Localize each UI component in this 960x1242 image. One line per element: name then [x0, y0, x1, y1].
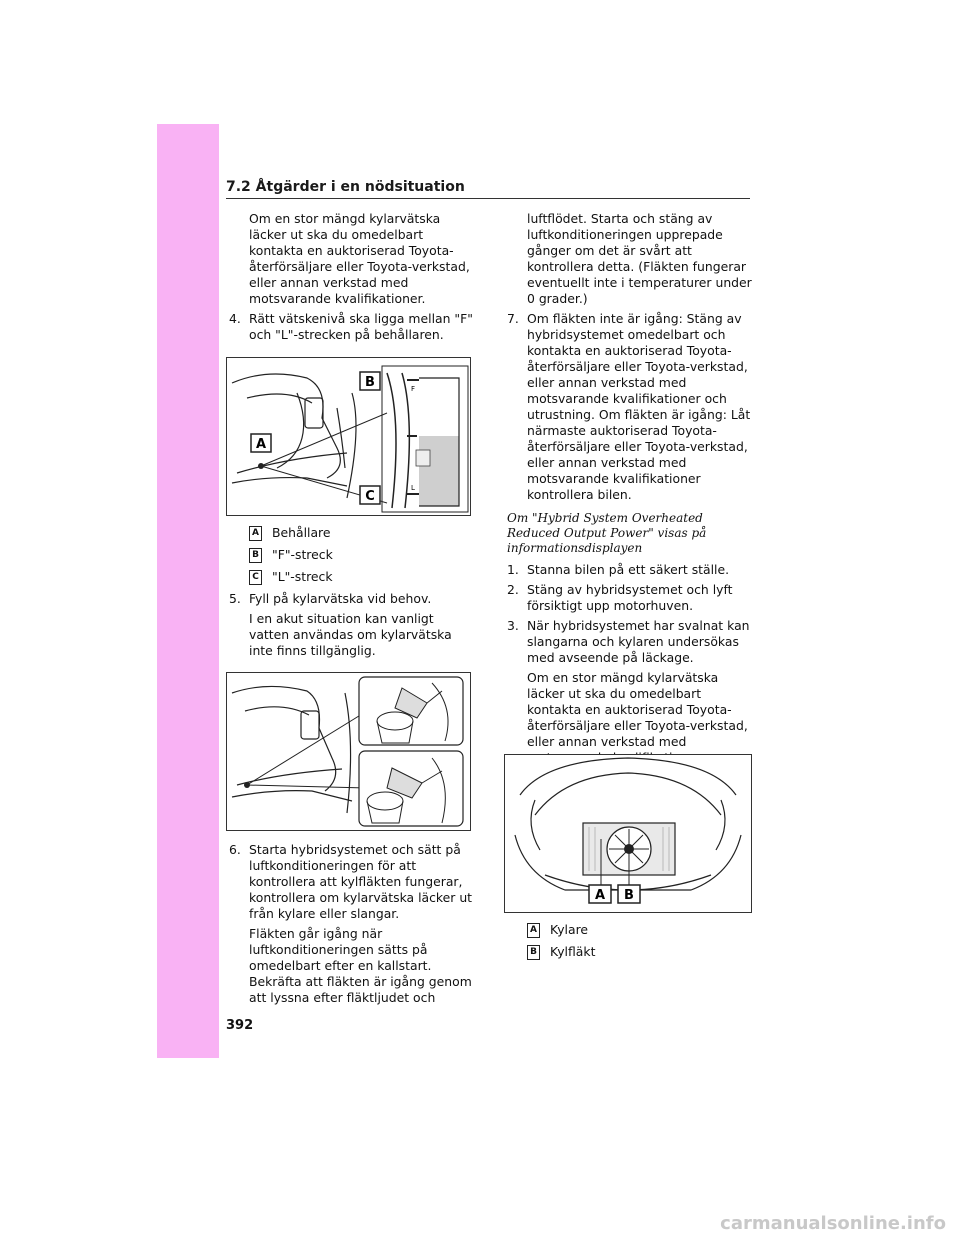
fig1-label-b: B [365, 375, 375, 390]
legend-item [249, 569, 477, 585]
figure-coolant-reservoir [226, 357, 471, 516]
section-header: 7.2 Åtgärder i en nödsituation [226, 179, 465, 195]
subsection-heading: Om "Hybrid System Overheated Reduced Output Power" visas på informationsdisplayen [507, 511, 707, 555]
step-6 [229, 842, 477, 922]
step-number: 2. [507, 582, 519, 597]
legend-text: Kylfläkt [550, 944, 596, 959]
fig3-label-a: A [594, 888, 606, 903]
left-column-middle [229, 525, 477, 663]
step-text: Stäng av hybridsystemet och lyft försiktigt upp motorhuven. [527, 582, 733, 613]
left-column-top [229, 211, 477, 343]
step-text: Stanna bilen på ett säkert ställe. [527, 562, 730, 577]
step-text: Starta hybridsystemet och sätt på luftkonditioneringen för att kontrollera att kylfläkten fungerar, kontrollera om kylarvätska läcker ut från kylare eller slangar. [249, 842, 473, 921]
step-text: När hybridsystemet har svalnat kan slangarna och kylaren undersökas med avseende på läckage. [527, 618, 750, 665]
fig1-l-mark: L [411, 484, 415, 492]
step-text: Rätt vätskenivå ska ligga mellan "F" och "L"-strecken på behållaren. [249, 311, 473, 342]
legend-text: "L"-streck [272, 569, 333, 584]
watermark: carmanualsonline.info [720, 1213, 946, 1234]
right-column [507, 211, 753, 770]
legend-key: A [249, 526, 262, 541]
sub-step-3 [507, 618, 753, 666]
step-7 [507, 311, 753, 503]
intro-paragraph: Om en stor mängd kylarvätska läcker ut ska du omedelbart kontakta en auktoriserad Toyota-återförsäljare eller Toyota-verkstad, eller annan verkstad med motsvarande kvalifikationer. [249, 211, 470, 306]
legend-key: B [527, 945, 540, 960]
sub-step-1 [507, 562, 753, 578]
fig1-label-a: A [255, 437, 267, 452]
step-text: Om fläkten inte är igång: Stäng av hybridsystemet omedelbart och kontakta en auktoriserad Toyota-återförsäljare eller Toyota-verkstad, eller annan verkstad med motsvarande kvalifikationer och utrustning. Om fläkten är igång: Låt närmaste auktoriserad Toyota-återförsäljare eller Toyota-verkstad, eller annan verkstad med motsvarande kvalifikationer kontrollera bilen. [527, 311, 751, 502]
legend-text: "F"-streck [272, 547, 333, 562]
legend-item [527, 944, 753, 960]
legend-item [249, 547, 477, 563]
step-number: 1. [507, 562, 519, 577]
sub-step-2 [507, 582, 753, 614]
step-number: 5. [229, 591, 241, 606]
step-number: 6. [229, 842, 241, 857]
continued-paragraph: luftflödet. Starta och stäng av luftkonditioneringen upprepade gånger om det är svårt att kontrollera detta. (Fläkten fungerar eventuellt inte i temperaturer under 0 grader.) [527, 211, 752, 306]
legend-figure-3 [527, 922, 753, 966]
legend-item [249, 525, 477, 541]
legend-figure-1 [229, 525, 477, 585]
step-6-note: Fläkten går igång när luftkonditioneringen sätts på omedelbart efter en kallstart. Bekräfta att fläkten är igång genom att lyssna efter fläktljudet och [249, 926, 472, 1005]
sub-step-3-note: Om en stor mängd kylarvätska läcker ut ska du omedelbart kontakta en auktoriserad Toyota-återförsäljare eller Toyota-verkstad, eller annan verkstad med [527, 670, 748, 749]
step-5-note: I en akut situation kan vanligt vatten användas om kylarvätska inte finns tillgänglig. [249, 611, 452, 658]
page-number: 392 [226, 1018, 254, 1033]
header-divider [226, 198, 750, 199]
step-text: Fyll på kylarvätska vid behov. [249, 591, 432, 606]
fig3-label-b: B [624, 888, 634, 903]
legend-text: Kylare [550, 922, 589, 937]
figure-refilling-coolant [226, 672, 471, 831]
fig1-f-mark: F [411, 385, 416, 393]
step-5 [229, 591, 477, 607]
legend-item [527, 922, 753, 938]
legend-key: A [527, 923, 540, 938]
legend-text: Behållare [272, 525, 331, 540]
step-number: 4. [229, 311, 241, 326]
legend-key: B [249, 548, 262, 563]
step-4 [229, 311, 477, 343]
figure-radiator-fan [504, 754, 752, 913]
chapter-sidebar-tab [157, 124, 219, 1058]
step-number: 3. [507, 618, 519, 633]
step-number: 7. [507, 311, 519, 326]
left-column-bottom [229, 842, 477, 1010]
legend-key: C [249, 570, 262, 585]
fig1-label-c: C [365, 489, 375, 504]
